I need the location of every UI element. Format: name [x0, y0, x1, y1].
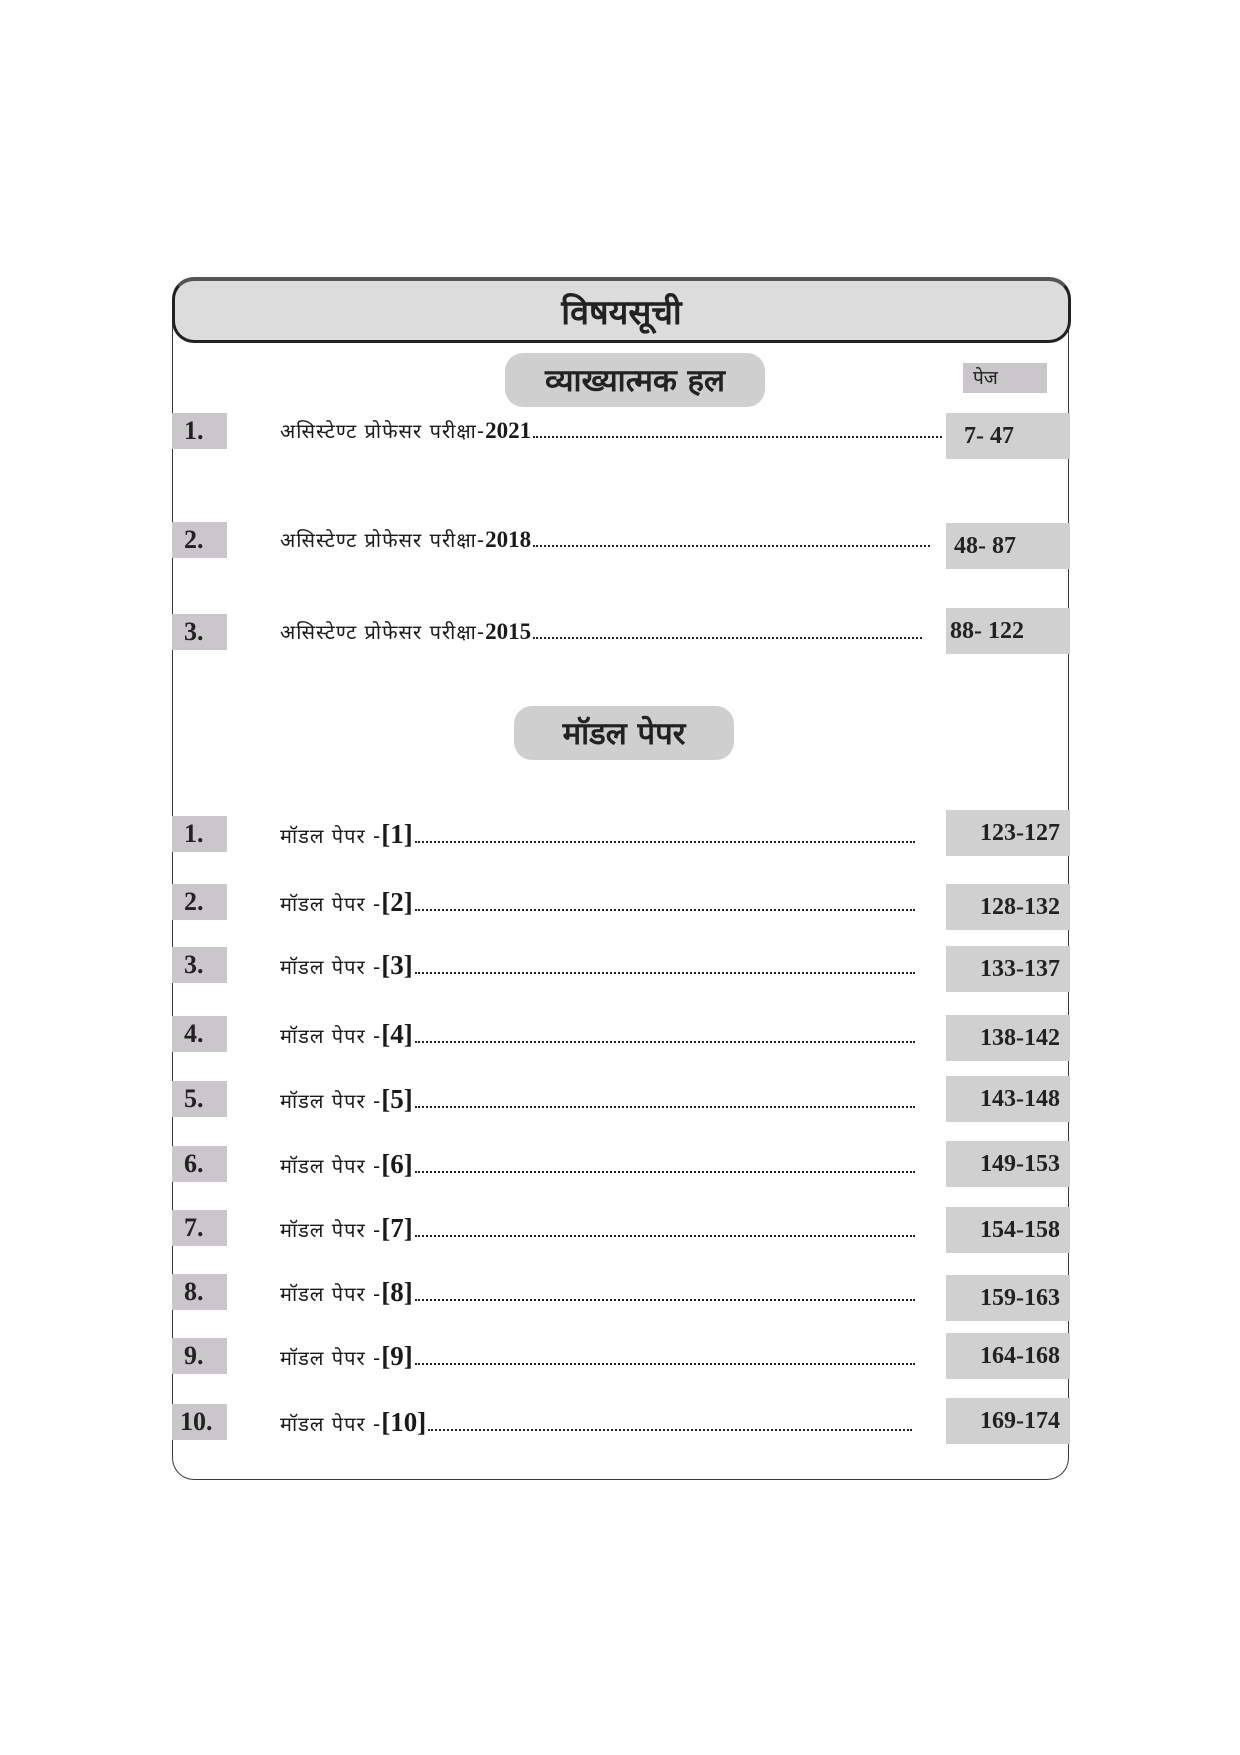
page-title: विषयसूची: [561, 292, 682, 333]
entry-number: 4.: [172, 1016, 227, 1052]
toc-entry-link[interactable]: [280, 1146, 915, 1182]
toc-entry-link[interactable]: [280, 413, 942, 449]
entry-index: [5]: [381, 1084, 413, 1114]
entry-number: 3.: [172, 947, 227, 983]
entry-number: 3.: [172, 614, 227, 650]
entry-number: 1.: [172, 413, 227, 449]
entry-label: मॉडल पेपर -: [280, 1089, 382, 1113]
entry-index: [10]: [381, 1407, 427, 1437]
toc-entry-link[interactable]: [280, 1274, 915, 1310]
toc-entry-link[interactable]: [280, 1210, 915, 1246]
leader-dots: [415, 1040, 915, 1043]
toc-entry-link[interactable]: [280, 522, 930, 558]
toc-entry-link[interactable]: [280, 816, 915, 852]
entry-pages: 48- 87: [946, 523, 1070, 569]
entry-number: 10.: [172, 1404, 227, 1440]
entry-number: 2.: [172, 522, 227, 558]
entry-number: 1.: [172, 816, 227, 852]
entry-pages: 138-142: [946, 1015, 1070, 1061]
leader-dots: [428, 1428, 912, 1431]
toc-header: [172, 277, 1071, 343]
entry-pages: 169-174: [946, 1398, 1070, 1444]
entry-pages: 164-168: [946, 1333, 1070, 1379]
entry-label: असिस्टेण्ट प्रोफेसर परीक्षा-: [280, 620, 486, 644]
entry-number: 6.: [172, 1146, 227, 1182]
entry-year: 2015: [485, 619, 532, 644]
entry-index: [3]: [381, 950, 413, 980]
entry-label: मॉडल पेपर -: [280, 1346, 382, 1370]
entry-index: [6]: [381, 1149, 413, 1179]
section-title-model: मॉडल पेपर: [514, 706, 734, 760]
entry-label: मॉडल पेपर -: [280, 824, 382, 848]
entry-index: [7]: [381, 1213, 413, 1243]
entry-pages: 154-158: [946, 1207, 1070, 1253]
entry-label: मॉडल पेपर -: [280, 1282, 382, 1306]
entry-number: 2.: [172, 884, 227, 920]
entry-label: मॉडल पेपर -: [280, 892, 382, 916]
entry-pages: 133-137: [946, 946, 1070, 992]
entry-label: मॉडल पेपर -: [280, 955, 382, 979]
leader-dots: [415, 1170, 915, 1173]
toc-entry-link[interactable]: [280, 1081, 915, 1117]
entry-pages: 88- 122: [946, 608, 1070, 654]
entry-pages: 123-127: [946, 810, 1070, 856]
leader-dots: [533, 636, 922, 639]
leader-dots: [415, 840, 915, 843]
section-title-explanatory: व्याख्यात्मक हल: [505, 353, 765, 407]
leader-dots: [415, 1298, 915, 1301]
entry-index: [8]: [381, 1277, 413, 1307]
leader-dots: [415, 1234, 915, 1237]
entry-number: 8.: [172, 1274, 227, 1310]
entry-year: 2018: [485, 527, 532, 552]
leader-dots: [533, 435, 942, 438]
entry-pages: 7- 47: [946, 413, 1070, 459]
toc-entry-link[interactable]: [280, 884, 915, 920]
leader-dots: [415, 1105, 915, 1108]
entry-index: [4]: [381, 1019, 413, 1049]
entry-number: 7.: [172, 1210, 227, 1246]
entry-year: 2021: [485, 418, 532, 443]
toc-entry-link[interactable]: [280, 947, 915, 983]
page-column-label: पेज: [963, 363, 1047, 393]
entry-label: असिस्टेण्ट प्रोफेसर परीक्षा-: [280, 528, 486, 552]
leader-dots: [533, 544, 930, 547]
entry-label: मॉडल पेपर -: [280, 1218, 382, 1242]
entry-index: [1]: [381, 819, 413, 849]
entry-number: 5.: [172, 1081, 227, 1117]
entry-index: [9]: [381, 1341, 413, 1371]
entry-number: 9.: [172, 1338, 227, 1374]
entry-index: [2]: [381, 887, 413, 917]
toc-entry-link[interactable]: [280, 1404, 912, 1440]
entry-label: मॉडल पेपर -: [280, 1154, 382, 1178]
toc-entry-link[interactable]: [280, 614, 922, 650]
entry-label: मॉडल पेपर -: [280, 1024, 382, 1048]
toc-entry-link[interactable]: [280, 1016, 915, 1052]
entry-pages: 159-163: [946, 1275, 1070, 1321]
leader-dots: [415, 971, 915, 974]
entry-pages: 143-148: [946, 1076, 1070, 1122]
entry-label: असिस्टेण्ट प्रोफेसर परीक्षा-: [280, 419, 486, 443]
entry-pages: 128-132: [946, 884, 1070, 930]
toc-entry-link[interactable]: [280, 1338, 915, 1374]
entry-label: मॉडल पेपर -: [280, 1412, 382, 1436]
leader-dots: [415, 1362, 915, 1365]
leader-dots: [415, 908, 915, 911]
entry-pages: 149-153: [946, 1141, 1070, 1187]
